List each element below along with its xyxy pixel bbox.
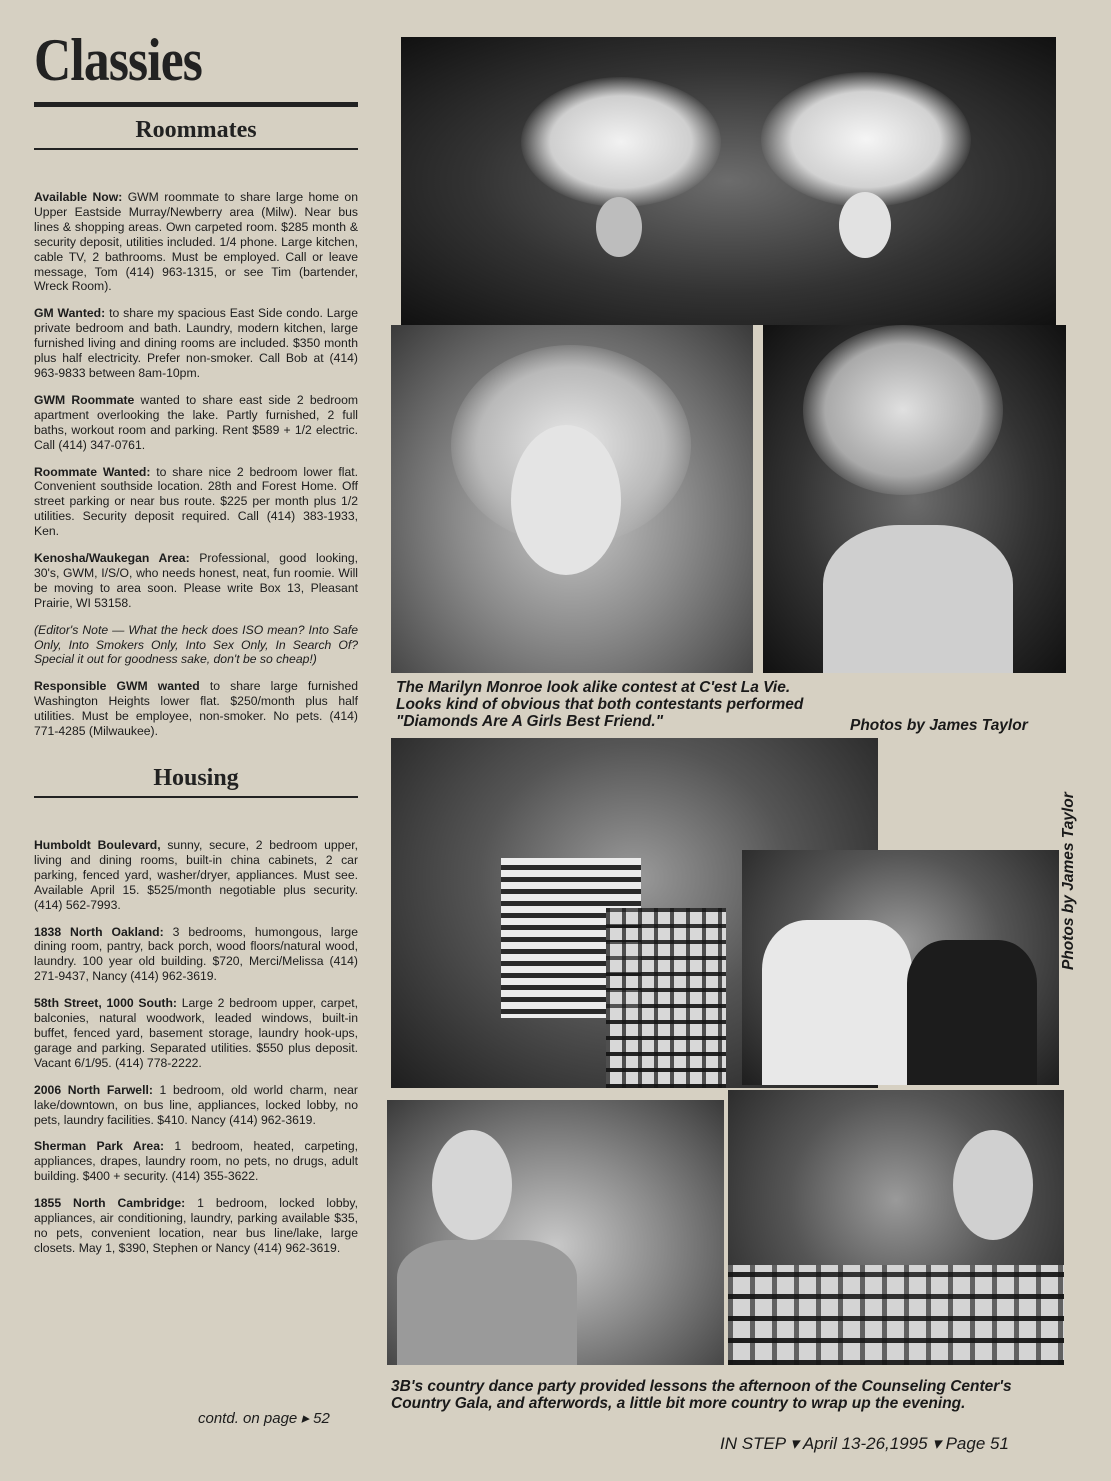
feather-headdress-right bbox=[761, 72, 971, 207]
ad-lead: 1855 North Cambridge: bbox=[34, 1196, 186, 1211]
ad-body: Large 2 bedroom upper, carpet, balconies, natural woodwork, leaded windows, built-in buffet, fenced yard, basement storage, laundry hook-ups, garage and parking. Separated utilities. $550 plus deposit. Vacant 6/1/95. (414) 778-2222. bbox=[34, 996, 359, 1070]
classified-ad bbox=[34, 393, 358, 453]
classified-ad bbox=[34, 996, 358, 1071]
face bbox=[511, 425, 621, 575]
classified-ad bbox=[34, 838, 358, 913]
classifieds-column bbox=[34, 27, 359, 1268]
roommates-rule bbox=[34, 148, 358, 150]
performer-face-right bbox=[839, 192, 891, 258]
classified-ad bbox=[34, 679, 358, 739]
title-rule bbox=[34, 102, 358, 107]
photo-dance-pair bbox=[742, 850, 1059, 1085]
classified-ad bbox=[34, 465, 358, 540]
ad-lead: 2006 North Farwell: bbox=[34, 1082, 153, 1097]
ad-body: 1 bedroom, old world charm, near lake/downtown, on bus line, appliances, locked lobby, no pets, laundry facilities. $410. Nancy (414) 962-3619. bbox=[34, 1082, 358, 1127]
costume bbox=[823, 525, 1013, 673]
country-caption: 3B's country dance party provided lessons the afternoon of the Counseling Center's Country Gala, and afterwords, a little bit more country to wrap up the evening. bbox=[391, 1378, 1012, 1412]
ad-body: GWM roommate to share large home on Upper Eastside Murray/Newberry area (Milw). Near bus lines & shopping areas. Own carpeted room. $285 month & security deposit, utilities included. 1/4 phone. Large kitchen, cable TV, 2 bathrooms. Must be employed. Call or leave message, Tom (414) 963-1315, or see Tim (bartender, Wreck Room). bbox=[34, 190, 358, 294]
face bbox=[432, 1130, 512, 1240]
ad-lead: Kenosha/Waukegan Area: bbox=[34, 551, 190, 566]
classified-ad bbox=[34, 1196, 358, 1256]
photo-showgirls bbox=[401, 37, 1056, 325]
performer-face-left bbox=[596, 197, 642, 257]
vertical-photo-credit: Photos by James Taylor bbox=[1060, 792, 1077, 970]
continued-label: contd. on page ▸ 52 bbox=[198, 1410, 330, 1427]
plaid-shirt bbox=[606, 908, 726, 1088]
ad-lead: Sherman Park Area: bbox=[34, 1139, 165, 1154]
classified-ad bbox=[34, 551, 358, 611]
classified-ad bbox=[34, 306, 358, 381]
marilyn-caption-line: Looks kind of obvious that both contestants performed bbox=[396, 696, 804, 713]
classified-ad bbox=[34, 190, 358, 294]
housing-heading: Housing bbox=[153, 765, 239, 791]
ad-lead: Humboldt Boulevard, bbox=[34, 838, 161, 852]
ad-body: to share nice 2 bedroom lower flat. Convenient southside location. 28th and Forest Home. Off street parking or near bus route. $225 per month plus 1/2 utilities. Security deposit required. Call (414) 383-1933, Ken. bbox=[34, 464, 358, 539]
photo-dance-floor-left bbox=[387, 1100, 724, 1365]
ad-body: 1 bedroom, locked lobby, appliances, air conditioning, laundry, parking available $35, no pets, convenient location, near bus line/lake, large closets. May 1, $390, Stephen or Nancy (414) 962-3619. bbox=[34, 1196, 359, 1255]
housing-rule bbox=[34, 796, 358, 798]
photo-credit: Photos by James Taylor bbox=[850, 717, 1028, 734]
ad-body: to share large furnished Washington Heights lower flat. $250/month plus half utilities. Must be employee, non-smoker. No pets. (414) 771-4285 (Milwaukee). bbox=[34, 679, 358, 739]
ad-lead: Available Now: bbox=[34, 190, 123, 204]
marilyn-caption-line: The Marilyn Monroe look alike contest at C'est La Vie. bbox=[396, 679, 791, 696]
roommates-heading: Roommates bbox=[135, 117, 257, 143]
classified-ad bbox=[34, 1139, 358, 1184]
section-title: Classies bbox=[34, 27, 203, 93]
page-footer: IN STEP ▾ April 13-26,1995 ▾ Page 51 bbox=[720, 1434, 1009, 1453]
ad-body: 3 bedrooms, humongous, large dining room, pantry, back porch, wood floors/natural wood, laundry. 100 year old building. $720, Merci/Melissa (414) 271-9437, Nancy (414) 962-3619. bbox=[34, 924, 358, 984]
feather-headdress-left bbox=[521, 77, 721, 207]
photo-dance-floor-right bbox=[728, 1090, 1064, 1365]
ad-lead: Responsible GWM wanted bbox=[34, 679, 200, 694]
face bbox=[953, 1130, 1033, 1240]
ad-lead: 1838 North Oakland: bbox=[34, 924, 164, 939]
ad-lead: GM Wanted: bbox=[34, 306, 106, 321]
ad-body: Professional, good looking, 30's, GWM, I/S/O, who needs honest, neat, fun roomie. Will be moving to area soon. Please write Box 13, Pleasant Prairie, WI 53158. bbox=[34, 551, 358, 610]
plaid-shirt bbox=[728, 1265, 1064, 1365]
classified-ad bbox=[34, 925, 358, 985]
blonde-hair bbox=[803, 325, 1003, 495]
ad-body: wanted to share east side 2 bedroom apartment overlooking the lake. Partly furnished, 2 full baths, workout room and parking. Rent $589 + 1/2 electric. Call (414) 347-0761. bbox=[34, 392, 358, 452]
t-shirt bbox=[397, 1240, 577, 1365]
ad-lead: Roommate Wanted: bbox=[34, 464, 151, 479]
photo-marilyn-closeup-left bbox=[391, 325, 753, 673]
marilyn-caption bbox=[396, 679, 916, 730]
editor-note: (Editor's Note — What the heck does ISO mean? Into Safe Only, Into Smokers Only, Into Sex Only, In Search Of? Special it out for goodness sake, don't be so cheap!) bbox=[34, 622, 358, 667]
ad-lead: GWM Roommate bbox=[34, 392, 135, 407]
ad-lead: 58th Street, 1000 South: bbox=[34, 996, 177, 1011]
dark-shirt bbox=[907, 940, 1037, 1085]
photo-marilyn-closeup-right bbox=[763, 325, 1066, 673]
ad-body: 1 bedroom, heated, carpeting, appliances, drapes, laundry room, no pets, no drugs, adult building. $400 + security. (414) 355-3622. bbox=[34, 1139, 359, 1184]
white-shirt bbox=[762, 920, 912, 1085]
classified-ad bbox=[34, 1083, 358, 1128]
ad-body: to share my spacious East Side condo. Large private bedroom and bath. Laundry, modern kitchen, large furnished living and dining rooms are included. $350 month plus half electricity. Prefer non-smoker. Call Bob at (414) 963-9833 between 8am-10pm. bbox=[34, 306, 358, 380]
marilyn-caption-line: "Diamonds Are A Girls Best Friend." bbox=[396, 713, 664, 730]
ad-body: sunny, secure, 2 bedroom upper, living and dining rooms, built-in china cabinets, 2 car parking, fenced yard, washer/dryer, appliances. Must see. Available April 15. $525/month negotiable plus security. (414) 562-7993. bbox=[34, 838, 359, 912]
